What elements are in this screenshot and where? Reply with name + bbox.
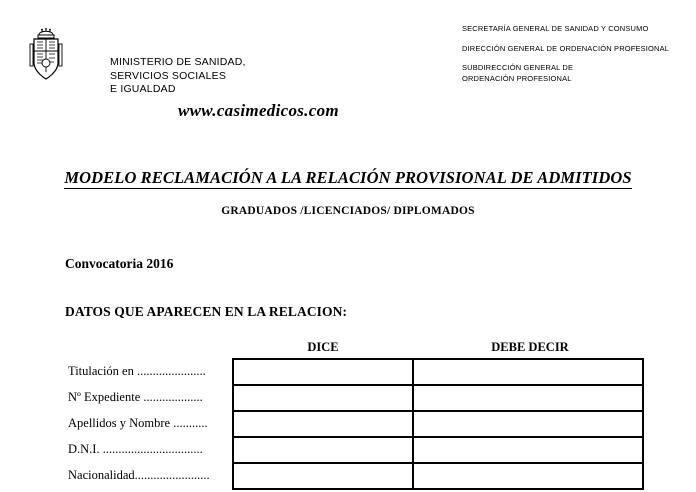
table-row [234, 386, 642, 412]
page-title-text: MODELO RECLAMACIÓN A LA RELACIÓN PROVISIONAL DE ADMITIDOS [64, 168, 632, 187]
row-label-nacionalidad: Nacionalidad........................ [68, 468, 210, 482]
cell-dice-nacionalidad[interactable] [234, 464, 414, 488]
secretariat-line-2: DIRECCIÓN GENERAL DE ORDENACIÓN PROFESIONAL [462, 43, 670, 53]
table-row [234, 464, 642, 490]
column-header-debe-decir: DEBE DECIR [491, 340, 569, 354]
convocatoria-label: Convocatoria 2016 [65, 256, 174, 271]
cell-dice-dni[interactable] [234, 438, 414, 462]
watermark-url: www.casimedicos.com [178, 101, 339, 120]
table-row [234, 360, 642, 386]
spain-coat-of-arms-icon [26, 28, 66, 86]
section-label-datos: DATOS QUE APARECEN EN LA RELACION: [65, 304, 348, 319]
row-label-dni: D.N.I. ................................ [68, 442, 203, 456]
table-column-headers [0, 340, 696, 356]
claim-data-table [232, 358, 644, 490]
table-row-labels [68, 358, 232, 488]
column-header-dice: DICE [307, 340, 339, 354]
secretariat-block [462, 24, 669, 84]
cell-dice-apellidos-nombre[interactable] [234, 412, 414, 436]
cell-debe-decir-dni[interactable] [414, 438, 642, 462]
cell-dice-expediente[interactable] [234, 386, 414, 410]
secretariat-line-3a: SUBDIRECCIÓN GENERAL DE [462, 63, 574, 72]
row-label-expediente: Nº Expediente ................... [68, 390, 203, 404]
secretariat-line-1: SECRETARÍA GENERAL DE SANIDAD Y CONSUMO [462, 24, 649, 33]
row-label-apellidos-nombre: Apellidos y Nombre ........... [68, 416, 208, 430]
table-row [234, 438, 642, 464]
secretariat-line-3 [462, 63, 669, 84]
cell-debe-decir-nacionalidad[interactable] [414, 464, 642, 488]
secretariat-line-3b: ORDENACIÓN PROFESIONAL [462, 73, 572, 83]
ministry-line-2: SERVICIOS SOCIALES [110, 69, 227, 82]
cell-debe-decir-titulacion[interactable] [414, 360, 642, 384]
cell-debe-decir-expediente[interactable] [414, 386, 642, 410]
page-subtitle: GRADUADOS /LICENCIADOS/ DIPLOMADOS [221, 205, 475, 217]
document-header [0, 18, 696, 108]
cell-dice-titulacion[interactable] [234, 360, 414, 384]
ministry-name [110, 56, 246, 97]
ministry-line-3: E IGUALDAD [110, 83, 176, 95]
cell-debe-decir-apellidos-nombre[interactable] [414, 412, 642, 436]
page-title [0, 168, 696, 188]
table-row [234, 412, 642, 438]
row-label-titulacion: Titulación en ...................... [68, 364, 206, 378]
ministry-line-1: MINISTERIO DE SANIDAD, [110, 56, 246, 68]
